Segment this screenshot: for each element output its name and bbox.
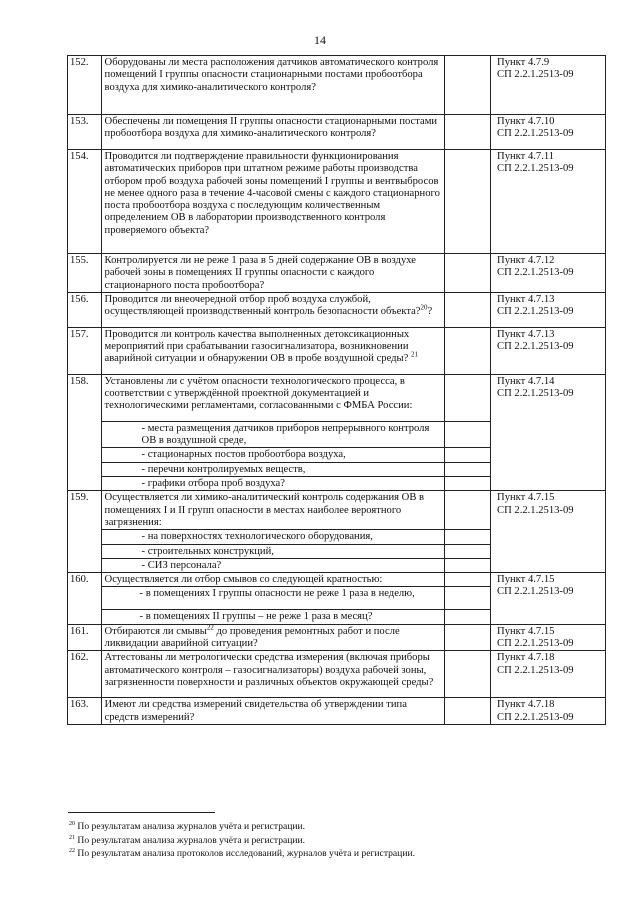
answer-cell[interactable] xyxy=(445,327,491,374)
answer-cell[interactable] xyxy=(445,587,491,610)
table-row xyxy=(68,374,606,421)
sub-item: - графики отбора проб воздуха? xyxy=(101,477,445,491)
question-text: Оборудованы ли места расположения датчиков автоматического контроля помещений I группы опасности стационарными постами пробоотбора воздуха для химико-аналитического контроля? xyxy=(101,56,445,115)
table-row xyxy=(68,115,606,150)
sub-item: - в помещениях I группы опасности не реже 1 раза в неделю, xyxy=(101,587,445,610)
table-row xyxy=(68,491,606,530)
reference-cell xyxy=(491,491,606,573)
item-number: 163. xyxy=(68,698,102,725)
reference-doc: СП 2.2.1.2513-09 xyxy=(497,128,574,140)
item-number: 160. xyxy=(68,573,102,625)
footnote-text: По результатам анализа журналов учёта и регистрации. xyxy=(75,821,306,832)
table-row xyxy=(68,150,606,254)
reference-cell xyxy=(491,698,606,725)
answer-cell[interactable] xyxy=(445,610,491,624)
question-text: Аттестованы ли метрологически средства измерения (включая приборы автоматического контроля – газосигнализаторы) воздуха рабочей зоны, загрязненности поверхности и различных объектов окружающей среды? xyxy=(101,651,445,698)
reference-doc: СП 2.2.1.2513-09 xyxy=(497,306,574,318)
sub-item: - перечни контролируемых веществ, xyxy=(101,462,445,476)
table-row xyxy=(68,292,606,327)
table-row xyxy=(68,698,606,725)
reference-doc: СП 2.2.1.2513-09 xyxy=(497,341,574,353)
sub-item: - места размещения датчиков приборов непрерывного контроля ОВ в воздушной среде, xyxy=(101,421,445,448)
question-text: Проводится ли подтверждение правильности функционирования автоматических приборов при штатном режиме работы производства отбором проб воздуха рабочей зоны помещений I группы и вентвыбросов не менее одного раза в течение 4-часовой смены с каждого стационарного поста пробоотбора воздуха с последующим количественным определением ОВ в лаборатории производственного контроля проверяемого объекта? xyxy=(101,150,445,254)
item-number: 157. xyxy=(68,327,102,374)
question-text xyxy=(101,624,445,651)
footnote-text: По результатам анализа журналов учёта и регистрации. xyxy=(75,834,306,846)
reference-point: Пункт 4.7.13 xyxy=(497,293,555,305)
table-row xyxy=(68,327,606,374)
reference-cell xyxy=(491,254,606,293)
footnote xyxy=(69,820,415,834)
answer-cell[interactable] xyxy=(445,698,491,725)
item-number: 152. xyxy=(68,56,102,115)
answer-cell[interactable] xyxy=(445,56,491,115)
footnote-mark: 21 xyxy=(69,834,75,841)
table-row xyxy=(68,651,606,698)
checklist-table xyxy=(67,55,606,725)
question-text: Осуществляется ли химико-аналитический контроль содержания ОВ в помещениях I и II групп опасности в местах наиболее вероятного загрязнения: xyxy=(101,491,445,530)
answer-cell[interactable] xyxy=(445,491,491,530)
answer-cell[interactable] xyxy=(445,573,491,587)
footnote-ref: 21 xyxy=(411,350,418,359)
question-text-tail: до проведения ремонтных работ и после ликвидации аварийной ситуации? xyxy=(104,625,400,650)
footnote-text: По результатам анализа протоколов исследований, журналов учёта и регистрации. xyxy=(75,848,415,859)
question-text: Осуществляется ли отбор смывов со следующей кратностью: xyxy=(101,573,445,587)
reference-doc: СП 2.2.1.2513-09 xyxy=(497,586,574,598)
footnote-divider xyxy=(68,812,215,813)
sub-item: - в помещениях II группы – не реже 1 раза в месяц? xyxy=(101,610,445,624)
item-number: 155. xyxy=(68,254,102,293)
reference-doc: СП 2.2.1.2513-09 xyxy=(497,388,574,400)
reference-cell xyxy=(491,573,606,625)
footnote xyxy=(69,847,415,861)
question-text-main: Проводится ли внеочередной отбор проб воздуха службой, осуществляющей производственный контроль безопасности объекта? xyxy=(104,293,421,318)
reference-doc: СП 2.2.1.2513-09 xyxy=(497,163,574,175)
answer-cell[interactable] xyxy=(445,462,491,476)
answer-cell[interactable] xyxy=(445,558,491,572)
answer-cell[interactable] xyxy=(445,254,491,293)
item-number: 161. xyxy=(68,624,102,651)
reference-point: Пункт 4.7.15 xyxy=(497,574,555,586)
reference-doc: СП 2.2.1.2513-09 xyxy=(497,69,574,81)
reference-cell xyxy=(491,651,606,698)
answer-cell[interactable] xyxy=(445,477,491,491)
page-number: 14 xyxy=(314,33,326,47)
answer-cell[interactable] xyxy=(445,624,491,651)
reference-point: Пункт 4.7.13 xyxy=(497,328,555,340)
reference-cell xyxy=(491,624,606,651)
reference-doc: СП 2.2.1.2513-09 xyxy=(497,638,574,650)
answer-cell[interactable] xyxy=(445,292,491,327)
answer-cell[interactable] xyxy=(445,530,491,544)
reference-point: Пункт 4.7.9 xyxy=(497,57,550,68)
question-text-main: Проводится ли контроль качества выполненных детоксикационных мероприятий при срабатывании газосигнализатора, возникновении аварийной ситуации и обнаружении ОВ в пробе воздушной среды? xyxy=(104,328,410,365)
reference-point: Пункт 4.7.14 xyxy=(497,375,555,387)
item-number: 153. xyxy=(68,115,102,150)
table-row xyxy=(68,573,606,587)
reference-cell xyxy=(491,374,606,490)
reference-point: Пункт 4.7.10 xyxy=(497,116,555,127)
reference-doc: СП 2.2.1.2513-09 xyxy=(497,267,574,279)
footnotes xyxy=(69,820,415,861)
reference-doc: СП 2.2.1.2513-09 xyxy=(497,664,574,676)
question-text: Установлены ли с учётом опасности технологического процесса, в соответствии с утверждённой проектной документацией и технологическими регламентами, согласованными с ФМБА России: xyxy=(101,374,445,421)
answer-cell[interactable] xyxy=(445,374,491,421)
reference-cell xyxy=(491,292,606,327)
sub-item: - стационарных постов пробоотбора воздуха, xyxy=(101,448,445,462)
answer-cell[interactable] xyxy=(445,115,491,150)
item-number: 159. xyxy=(68,491,102,573)
sub-item: - СИЗ персонала? xyxy=(101,558,445,572)
question-text-tail: ? xyxy=(427,306,433,318)
reference-doc: СП 2.2.1.2513-09 xyxy=(497,711,574,723)
reference-cell xyxy=(491,327,606,374)
item-number: 154. xyxy=(68,150,102,254)
answer-cell[interactable] xyxy=(445,421,491,448)
table-row xyxy=(68,56,606,115)
question-text: Контролируется ли не реже 1 раза в 5 дней содержание ОВ в воздухе рабочей зоны в помещениях II группы опасности с каждого стационарного поста пробоотбора? xyxy=(101,254,445,293)
reference-point: Пункт 4.7.12 xyxy=(497,255,555,266)
footnote-ref: 20 xyxy=(420,303,428,312)
footnote-mark: 20 xyxy=(69,820,75,827)
answer-cell[interactable] xyxy=(445,150,491,254)
sub-item: - на поверхностях технологического оборудования, xyxy=(101,530,445,544)
item-number: 158. xyxy=(68,374,102,490)
footnote-ref: 22 xyxy=(206,623,214,632)
answer-cell[interactable] xyxy=(445,448,491,462)
question-text: Имеют ли средства измерений свидетельства об утверждении типа средств измерений? xyxy=(101,698,445,725)
answer-cell[interactable] xyxy=(445,544,491,558)
reference-doc: СП 2.2.1.2513-09 xyxy=(497,504,574,516)
sub-item: - строительных конструкций, xyxy=(101,544,445,558)
question-text-main: Отбираются ли смывы xyxy=(104,625,207,637)
question-text xyxy=(101,292,445,327)
reference-point: Пункт 4.7.18 xyxy=(497,699,555,711)
footnote-mark: 22 xyxy=(69,847,75,854)
footnote xyxy=(69,834,415,848)
reference-point: Пункт 4.7.18 xyxy=(497,652,555,664)
item-number: 162. xyxy=(68,651,102,698)
table-row xyxy=(68,624,606,651)
answer-cell[interactable] xyxy=(445,651,491,698)
reference-point: Пункт 4.7.15 xyxy=(497,625,555,637)
reference-cell xyxy=(491,56,606,115)
table-row xyxy=(68,254,606,293)
reference-point: Пункт 4.7.15 xyxy=(497,492,555,504)
item-number: 156. xyxy=(68,292,102,327)
reference-cell xyxy=(491,150,606,254)
question-text xyxy=(101,327,445,374)
reference-cell xyxy=(491,115,606,150)
question-text: Обеспечены ли помещения II группы опасности стационарными постами пробоотбора воздуха для химико-аналитического контроля? xyxy=(101,115,445,150)
reference-point: Пункт 4.7.11 xyxy=(497,151,555,162)
